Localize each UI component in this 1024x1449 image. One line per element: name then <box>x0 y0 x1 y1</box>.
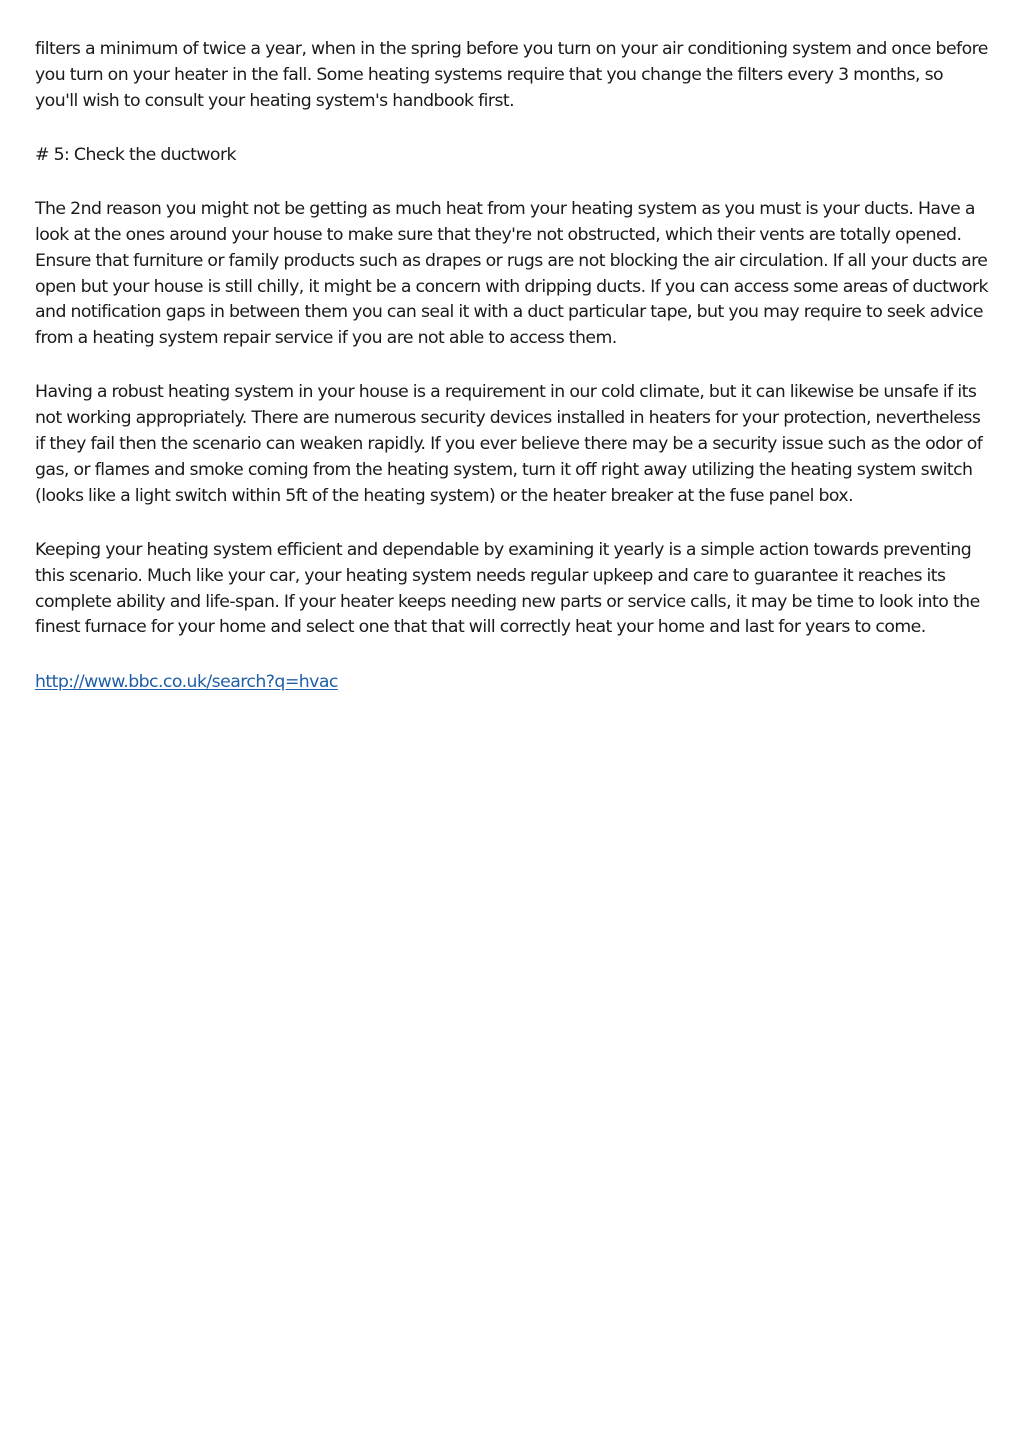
paragraph-ducts: The 2nd reason you might not be getting as much heat from your heating system as you must is your ducts. Have a look at the ones around your house to make sure that they're not obstructed, which their vents are totally opened. Ensure that furniture or family products such as drapes or rugs are not blocking the air circulation. If all your ducts are open but your house is still chilly, it might be a concern with dripping ducts. If you can access some areas of ductwork and notification gaps in between them you can seal it with a duct particular tape, but you may require to seek advice from a heating system repair service if you are not able to access them. <box>35 199 988 349</box>
paragraph-filters: filters a minimum of twice a year, when in the spring before you turn on your air conditioning system and once before you turn on your heater in the fall. Some heating systems require that you change the filters every 3 months, so you'll wish to consult your heating system's handbook first. <box>35 39 988 111</box>
paragraph-safety: Having a robust heating system in your house is a requirement in our cold climate, but it can likewise be unsafe if its not working appropriately. There are numerous security devices installed in heaters for your protection, nevertheless if they fail then the scenario can weaken rapidly. If you ever believe there may be a security issue such as the odor of gas, or flames and smoke coming from the heating system, turn it off right away utilizing the heating system switch (looks like a light switch within 5ft of the heating system) or the heater breaker at the fuse panel box. <box>35 382 983 506</box>
section-heading-ductwork: # 5: Check the ductwork <box>35 144 236 165</box>
source-link[interactable]: http://www.bbc.co.uk/search?q=hvac <box>35 671 338 692</box>
paragraph-maintenance: Keeping your heating system efficient and dependable by examining it yearly is a simple action towards preventing this scenario. Much like your car, your heating system needs regular upkeep and care to guarantee it reaches its complete ability and life-span. If your heater keeps needing new parts or service calls, it may be time to look into the finest furnace for your home and select one that that will correctly heat your home and last for years to come. <box>35 539 980 638</box>
